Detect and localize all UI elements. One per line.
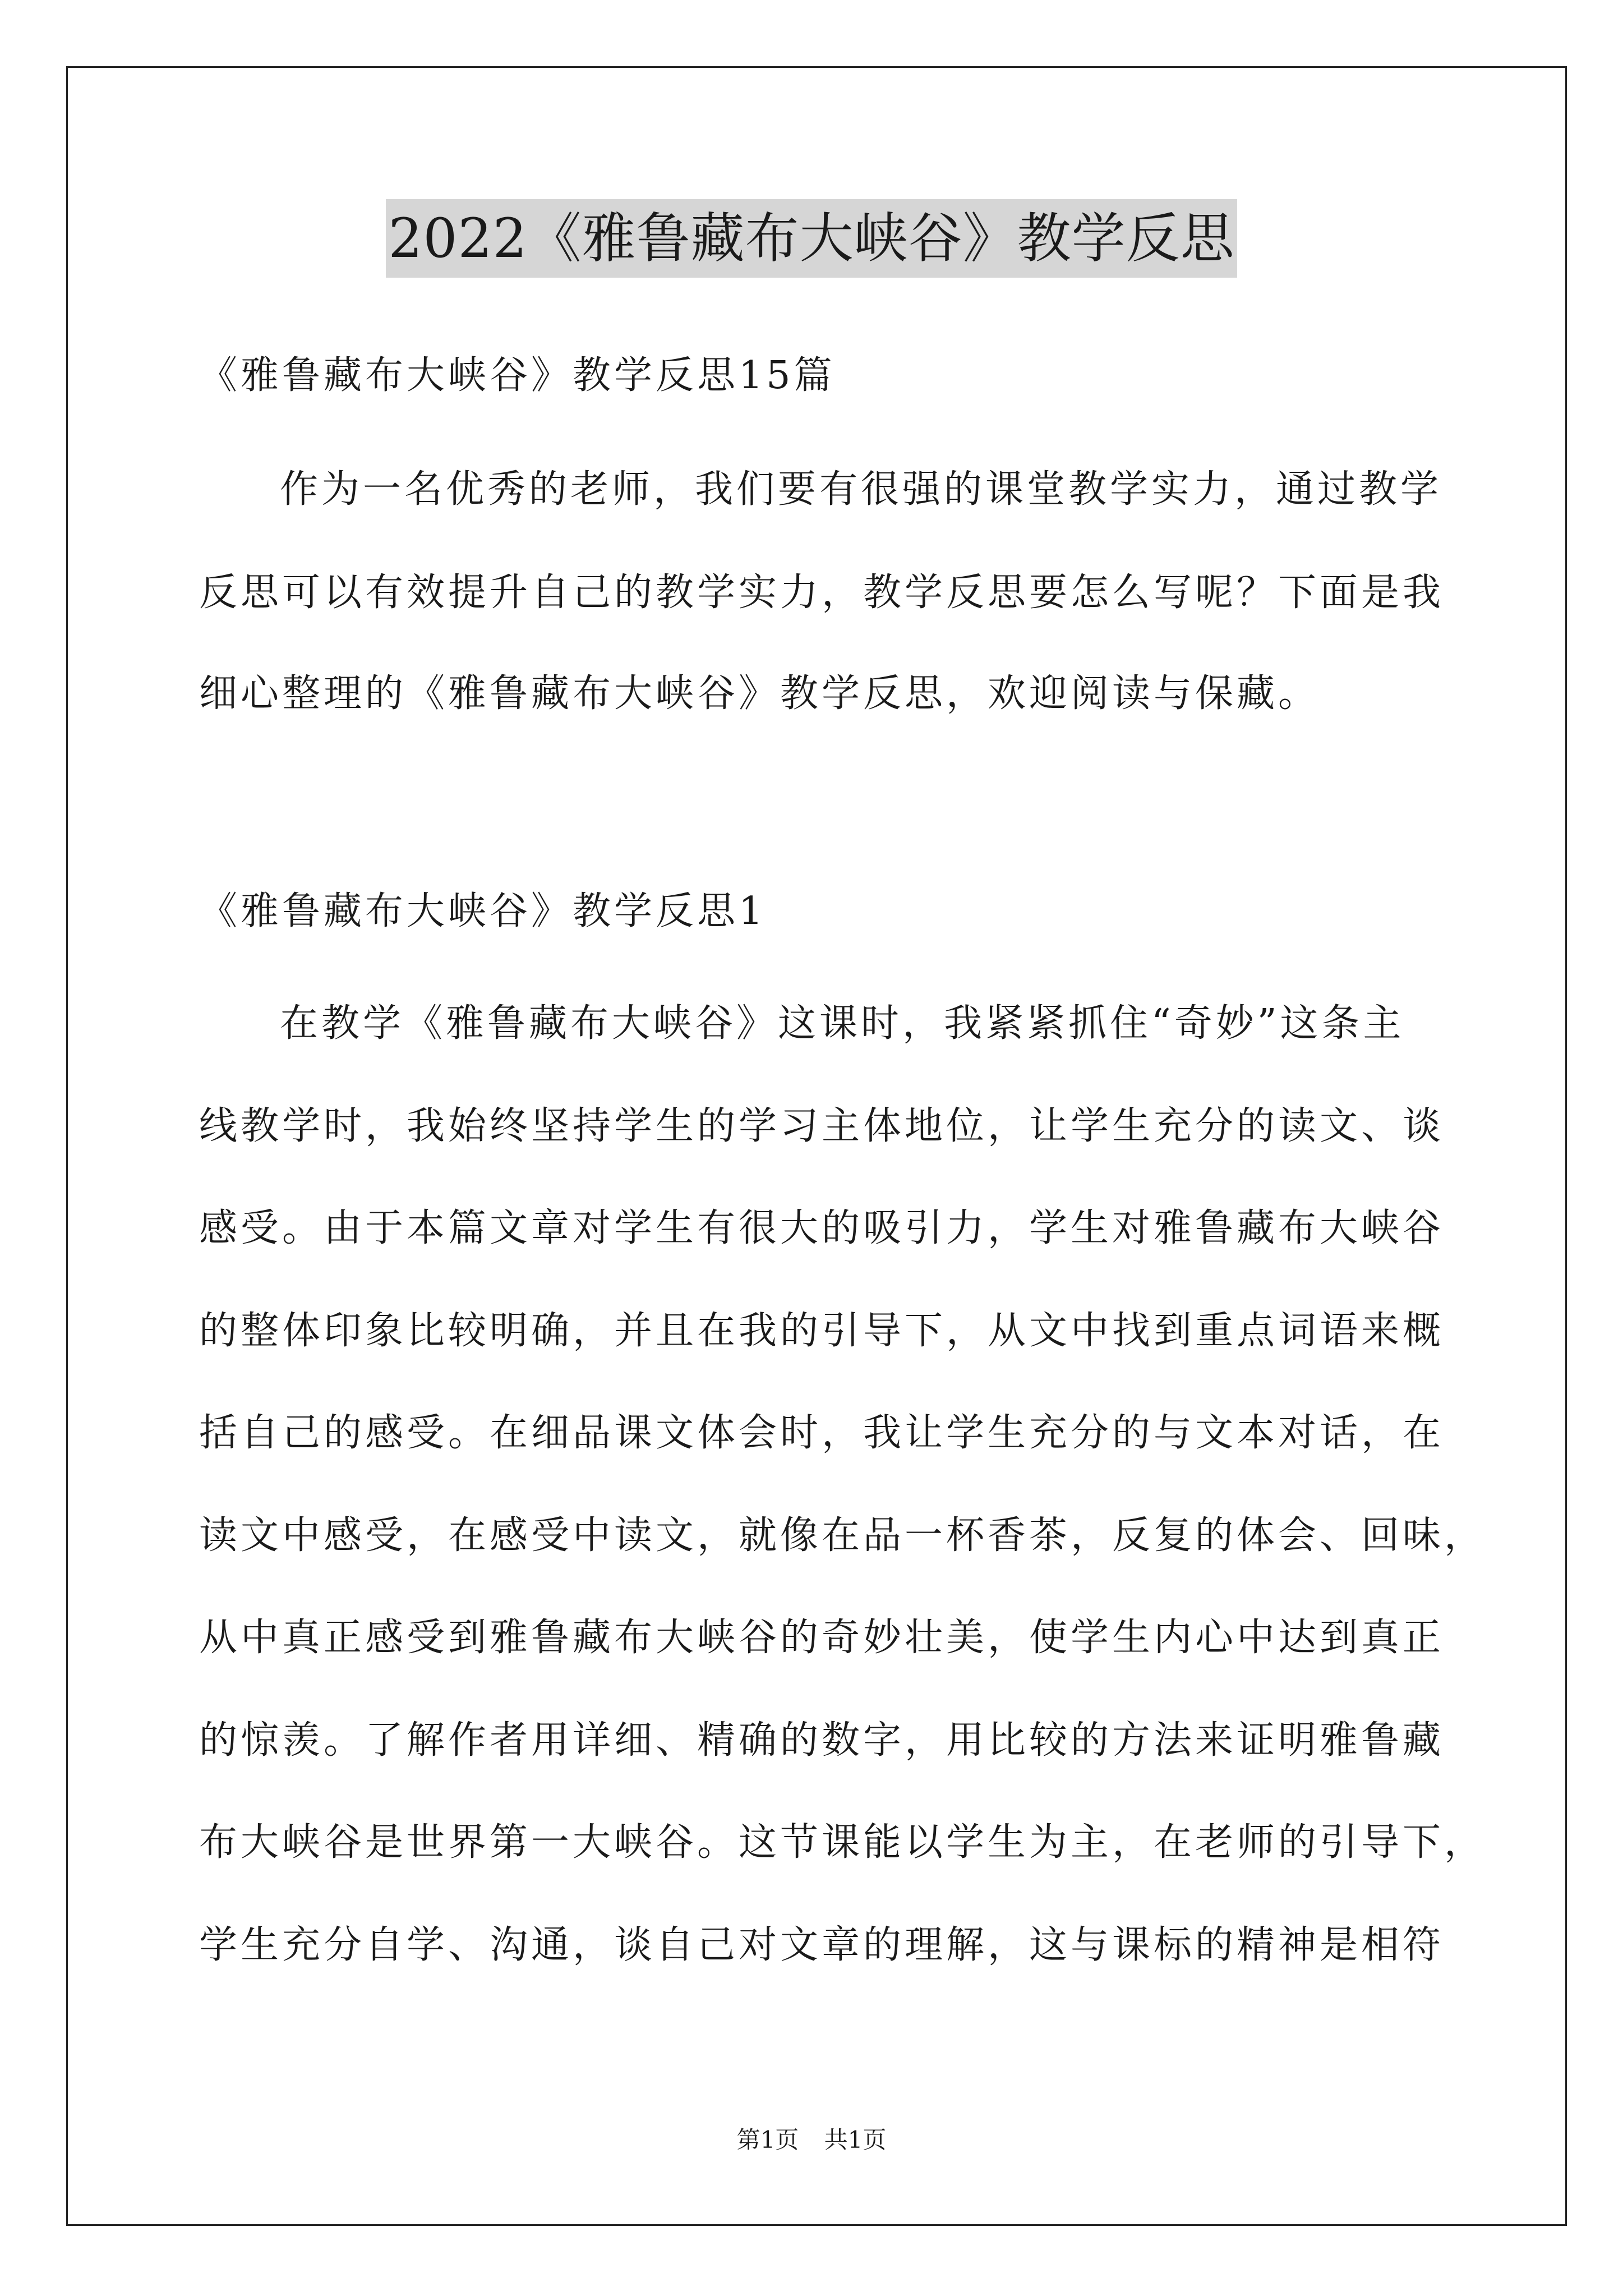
document-title: 2022《雅鲁藏布大峡谷》教学反思 [386, 199, 1237, 278]
paragraph-line: 的整体印象比较明确，并且在我的引导下，从文中找到重点词语来概 [199, 1309, 1445, 1353]
paragraph-line: 读文中感受，在感受中读文，就像在品一杯香茶，反复的体会、回味， [199, 1513, 1486, 1558]
paragraph-line: 布大峡谷是世界第一大峡谷。这节课能以学生为主，在老师的引导下， [199, 1820, 1486, 1865]
paragraph-line: 在教学《雅鲁藏布大峡谷》这课时，我紧紧抓住“奇妙”这条主 [280, 1001, 1405, 1046]
paragraph-line: 从中真正感受到雅鲁藏布大峡谷的奇妙壮美，使学生内心中达到真正 [199, 1616, 1445, 1660]
page-footer [0, 2123, 1623, 2157]
intro-line: 作为一名优秀的老师，我们要有很强的课堂教学实力，通过教学 [280, 467, 1442, 512]
page-number: 第1页 [736, 2126, 799, 2154]
intro-line: 细心整理的《雅鲁藏布大峡谷》教学反思，欢迎阅读与保藏。 [199, 671, 1320, 716]
paragraph-line: 感受。由于本篇文章对学生有很大的吸引力，学生对雅鲁藏布大峡谷 [199, 1206, 1445, 1250]
paragraph-line: 的惊羡。了解作者用详细、精确的数字，用比较的方法来证明雅鲁藏 [199, 1718, 1445, 1763]
paragraph-line: 学生充分自学、沟通，谈自己对文章的理解，这与课标的精神是相符 [199, 1923, 1445, 1967]
section-heading: 《雅鲁藏布大峡谷》教学反思1 [199, 889, 767, 933]
paragraph-line: 线教学时，我始终坚持学生的学习主体地位，让学生充分的读文、谈 [199, 1104, 1445, 1148]
intro-line: 反思可以有效提升自己的教学实力，教学反思要怎么写呢？下面是我 [199, 570, 1445, 615]
paragraph-line: 括自己的感受。在细品课文体会时，我让学生充分的与文本对话，在 [199, 1411, 1445, 1455]
subtitle: 《雅鲁藏布大峡谷》教学反思15篇 [199, 353, 836, 398]
title-container [0, 199, 1623, 278]
page-total: 共1页 [824, 2126, 887, 2154]
